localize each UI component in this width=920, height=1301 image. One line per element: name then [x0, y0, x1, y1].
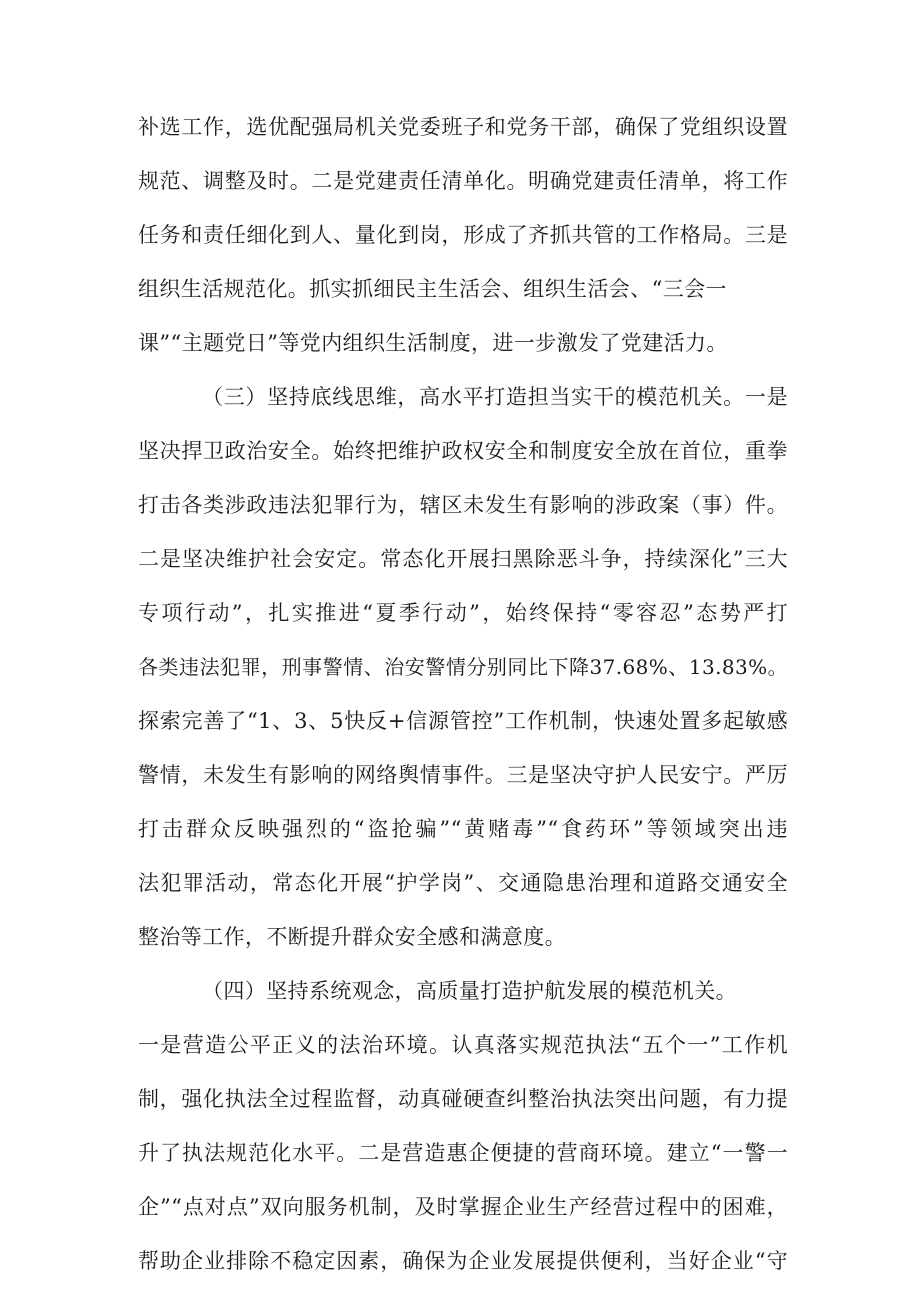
text-line: 警情，未发生有影响的网络舆情事件。三是坚决守护人民安宁。严厉: [138, 763, 788, 787]
text-line: 坚决捍卫政治安全。始终把维护政权安全和制度安全放在首位，重拳: [138, 439, 788, 463]
text-line: 企”“点对点”双向服务机制，及时掌握企业生产经营过程中的困难，: [138, 1195, 788, 1219]
text-line: 帮助企业排除不稳定因素，确保为企业发展提供便利，当好企业“守: [138, 1249, 788, 1273]
text-line: 规范、调整及时。二是党建责任清单化。明确党建责任清单，将工作: [138, 169, 788, 193]
section-heading-four: （四）坚持系统观念，高质量打造护航发展的模范机关。: [202, 979, 737, 1003]
body-text: [138, 100, 788, 1288]
text-line: 专项行动”，扎实推进“夏季行动”，始终保持“零容忍”态势严打: [138, 601, 788, 625]
text-line: 探索完善了“1、3、5快反+信源管控”工作机制，快速处置多起敏感: [138, 709, 788, 733]
text-line: 升了执法规范化水平。二是营造惠企便捷的营商环境。建立“一警一: [138, 1141, 788, 1165]
text-line: 法犯罪活动，常态化开展“护学岗”、交通隐患治理和道路交通安全: [138, 871, 788, 895]
text-line: 一是营造公平正义的法治环境。认真落实规范执法“五个一”工作机: [138, 1033, 788, 1057]
text-line: 各类违法犯罪，刑事警情、治安警情分别同比下降37.68%、13.83%。: [138, 655, 788, 679]
text-line: 任务和责任细化到人、量化到岗，形成了齐抓共管的工作格局。三是: [138, 223, 788, 247]
text-line: 课”“主题党日”等党内组织生活制度，进一步激发了党建活力。: [138, 331, 728, 355]
text-line: 打击各类涉政违法犯罪行为，辖区未发生有影响的涉政案（事）件。: [138, 493, 788, 517]
text-line: 制，强化执法全过程监督，动真碰硬查纠整治执法突出问题，有力提: [138, 1087, 788, 1111]
text-line: 二是坚决维护社会安定。常态化开展扫黑除恶斗争，持续深化”三大: [138, 547, 788, 571]
text-line: 补选工作，选优配强局机关党委班子和党务干部，确保了党组织设置: [138, 115, 788, 139]
section-heading-three: （三）坚持底线思维，高水平打造担当实干的模范机关。一是: [202, 385, 788, 409]
text-line: 整治等工作，不断提升群众安全感和满意度。: [138, 925, 566, 949]
text-line: 打击群众反映强烈的“盗抢骗”“黄赌毒”“食药环”等领域突出违: [138, 817, 788, 841]
text-line: 组织生活规范化。抓实抓细民主生活会、组织生活会、“三会一: [138, 277, 727, 301]
